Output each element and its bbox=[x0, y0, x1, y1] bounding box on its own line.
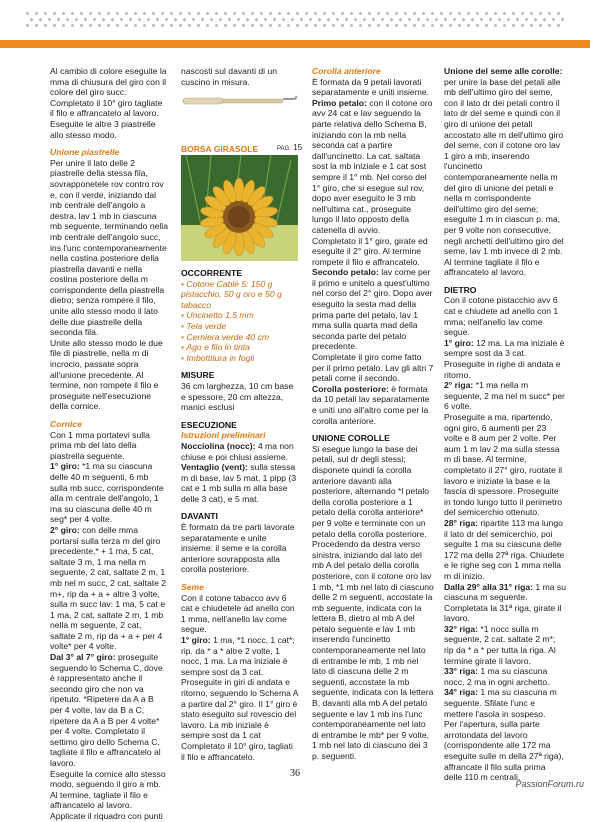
header-dot bbox=[318, 18, 321, 21]
section-heading-seme: Seme bbox=[181, 582, 204, 593]
list-item: • Cotone Cablè 5: 150 g pistacchio, 50 g oro e 50 g tabacco bbox=[181, 279, 299, 311]
header-dot bbox=[147, 18, 150, 21]
header-dot bbox=[431, 24, 434, 27]
header-dot bbox=[134, 24, 137, 27]
header-dot bbox=[377, 12, 380, 15]
header-dot bbox=[170, 12, 173, 15]
list-item: • Ago e filo in tinta bbox=[181, 342, 299, 353]
term-label: Nocciolina (nocc): bbox=[181, 440, 256, 451]
header-dot bbox=[462, 18, 465, 21]
project-title: BORSA GIRASOLE bbox=[181, 144, 259, 154]
term-text: 4 ma non chiuse e poi chiusi assieme. bbox=[181, 440, 294, 462]
header-dot bbox=[336, 18, 339, 21]
step-label: 2° giro: bbox=[50, 524, 80, 535]
paragraph bbox=[444, 380, 566, 412]
paragraph bbox=[444, 518, 566, 582]
step-label: Unione del seme alle corolle: bbox=[444, 66, 563, 76]
header-dot bbox=[453, 18, 456, 21]
header-dot bbox=[332, 24, 335, 27]
paragraph bbox=[444, 666, 566, 687]
header-dot bbox=[242, 12, 245, 15]
header-dot bbox=[93, 18, 96, 21]
paragraph bbox=[444, 338, 566, 359]
header-dot bbox=[246, 18, 249, 21]
step-text: *1 ma su ciascuna delle 40 m seguenti, 6 mb sulla mb succ, corrispondente alla m centrale dell'angolo, 1 ma su ciascuna delle 40 m seg* per 4 volte. bbox=[50, 461, 164, 525]
paragraph bbox=[181, 441, 299, 462]
header-dot bbox=[309, 18, 312, 21]
header-dot bbox=[368, 12, 371, 15]
header-dot bbox=[381, 18, 384, 21]
header-dot bbox=[539, 12, 542, 15]
header-dot bbox=[345, 18, 348, 21]
header-dot bbox=[233, 24, 236, 27]
section-heading-esecuzione: ESECUZIONE bbox=[181, 419, 237, 430]
header-dot bbox=[260, 12, 263, 15]
step-text: 1 ma su ciascuna nocc, 2 ma in ogni archetto. bbox=[444, 666, 550, 687]
header-dot bbox=[359, 12, 362, 15]
text-column-4 bbox=[444, 66, 566, 783]
header-dot bbox=[219, 18, 222, 21]
header-dot bbox=[485, 12, 488, 15]
header-dot bbox=[80, 24, 83, 27]
header-dot bbox=[134, 12, 137, 15]
header-dot bbox=[539, 24, 542, 27]
paragraph: 36 cm larghezza, 10 cm base e spessore, 20 cm altezza, manici esclusi bbox=[181, 380, 294, 413]
header-dot bbox=[183, 18, 186, 21]
header-dot bbox=[66, 18, 69, 21]
header-dot bbox=[341, 12, 344, 15]
list-item: • Tela verde bbox=[181, 321, 299, 332]
header-dot bbox=[197, 24, 200, 27]
header-dot bbox=[548, 24, 551, 27]
paragraph: Eseguite la cornice allo stesso modo, seguendo il giro a mb. Al termine, tagliate il filo e affrancatelo al lavoro. bbox=[50, 768, 166, 811]
header-dot bbox=[215, 24, 218, 27]
header-dot bbox=[206, 12, 209, 15]
header-dot bbox=[323, 12, 326, 15]
site-credit: PassionForum.ru bbox=[515, 779, 584, 789]
paragraph bbox=[312, 267, 434, 352]
step-label: 2° riga: bbox=[444, 380, 474, 391]
paragraph bbox=[444, 624, 566, 666]
header-dot bbox=[116, 12, 119, 15]
paragraph bbox=[50, 461, 168, 525]
header-dot bbox=[287, 24, 290, 27]
header-dot bbox=[548, 12, 551, 15]
header-dot bbox=[251, 24, 254, 27]
header-dot bbox=[390, 18, 393, 21]
header-dot bbox=[62, 12, 65, 15]
header-dot bbox=[201, 18, 204, 21]
step-label: 1° giro: bbox=[50, 461, 80, 472]
header-dot bbox=[161, 24, 164, 27]
header-dot bbox=[494, 24, 497, 27]
header-dot bbox=[561, 18, 564, 21]
header-dot bbox=[476, 12, 479, 15]
materials-list bbox=[181, 279, 299, 364]
header-dot bbox=[467, 12, 470, 15]
page-ref-number: 15 bbox=[293, 143, 303, 152]
header-dot bbox=[278, 12, 281, 15]
header-dot bbox=[435, 18, 438, 21]
header-dot bbox=[521, 24, 524, 27]
paragraph: Proseguite a ma, ripartendo, ogni giro, 6 aumenti per 23 volte e 8 aum per 2 volte. Per aum 1 m lav 2 ma sulla stessa m di base. Al termine, completato il 27° giro, ruotate il lavoro e iniziate la base e la fascia di spessore. Proseguite in tondo lungo tutto il perimetro del semicerchio ottenuto. bbox=[444, 412, 563, 518]
header-dot bbox=[305, 12, 308, 15]
header-dot bbox=[264, 18, 267, 21]
header-dot bbox=[543, 18, 546, 21]
step-label: 1° giro: bbox=[181, 635, 211, 645]
header-dot bbox=[354, 18, 357, 21]
header-dot bbox=[26, 12, 29, 15]
header-dot bbox=[260, 24, 263, 27]
paragraph: Procedendo da destra verso sinistra, iniziando dal lato del mb A del petalo della corolla posteriore, con il cotone oro lav 1 mb, *1 mb nel lato di ciascuno delle 2 m seguenti, accostate la mb seguente, indicata con la lettera B, dietro al mb A del petalo seguente e lav 1 mb inserendo l'uncinetto contemporaneamente nel lato di entrambe le mb, 1 mb nel lato di ciascuna delle 2 m seguenti, accostate la mb seguente, indicata con la lettera B, davanti alla mb A del petalo seguente e lav 1 mb ins l'unc contemporaneamente nel lato di entrambe le mb* per 9 volte, 1 mb nel lato di ciascuno dei 3 p. seguenti. bbox=[312, 539, 434, 761]
header-dot bbox=[368, 24, 371, 27]
header-dot bbox=[471, 18, 474, 21]
step-text: 1 ma su ciascuna m seguente. Sfilate l'unc e mettere l'asola in sospeso. bbox=[444, 687, 557, 719]
step-label: 28° riga: bbox=[444, 517, 479, 528]
orange-header-bar bbox=[0, 40, 590, 48]
header-dot bbox=[273, 18, 276, 21]
step-label: 32° riga: bbox=[444, 623, 479, 634]
header-dot bbox=[107, 12, 110, 15]
paragraph bbox=[444, 66, 566, 278]
header-dot bbox=[116, 24, 119, 27]
header-dot bbox=[552, 18, 555, 21]
header-dot bbox=[534, 18, 537, 21]
header-dot bbox=[363, 18, 366, 21]
header-dot bbox=[422, 12, 425, 15]
section-heading-cornice: Cornice bbox=[50, 419, 82, 429]
header-dot bbox=[512, 24, 515, 27]
section-heading-davanti: DAVANTI bbox=[181, 511, 218, 522]
header-dot bbox=[521, 12, 524, 15]
header-dot bbox=[35, 12, 38, 15]
header-dot bbox=[165, 18, 168, 21]
header-dot bbox=[215, 12, 218, 15]
header-dot bbox=[161, 12, 164, 15]
paragraph: Con il cotone pistacchio avv 6 cat e chiudete ad anello con 1 mma; nell'anello lav come segue. bbox=[444, 295, 559, 338]
step-label: Secondo petalo: bbox=[312, 267, 379, 278]
header-dot bbox=[156, 18, 159, 21]
text-column-2 bbox=[181, 268, 299, 762]
paragraph: Applicate il riquadro con punti bbox=[50, 810, 163, 821]
header-dot bbox=[296, 24, 299, 27]
section-heading-corolla-anteriore: Corolla anteriore bbox=[312, 66, 381, 76]
page-ref-label: PAG. bbox=[277, 146, 291, 152]
header-dot bbox=[53, 24, 56, 27]
list-item: • Cerniera verde 40 cm bbox=[181, 332, 299, 343]
header-dot bbox=[152, 24, 155, 27]
header-dot bbox=[251, 12, 254, 15]
header-dot bbox=[417, 18, 420, 21]
header-dot bbox=[30, 18, 33, 21]
page-reference bbox=[277, 143, 302, 152]
paragraph bbox=[181, 635, 299, 677]
paragraph bbox=[181, 462, 299, 504]
list-item: • Uncinetto 1,5 mm bbox=[181, 310, 299, 321]
header-dot bbox=[485, 24, 488, 27]
header-dot bbox=[278, 24, 281, 27]
header-dot bbox=[300, 18, 303, 21]
paragraph bbox=[50, 652, 168, 769]
sunflower-bag-photo bbox=[181, 155, 298, 261]
header-dot bbox=[48, 18, 51, 21]
header-dot bbox=[323, 24, 326, 27]
header-dot bbox=[503, 24, 506, 27]
header-dot bbox=[314, 24, 317, 27]
header-dot bbox=[129, 18, 132, 21]
section-heading-unione-corolle: UNIONE COROLLE bbox=[312, 433, 390, 444]
header-dot bbox=[255, 18, 258, 21]
header-dot bbox=[143, 24, 146, 27]
header-dot-pattern bbox=[26, 12, 566, 30]
step-label: Primo petalo: bbox=[312, 97, 367, 108]
header-dot bbox=[192, 18, 195, 21]
step-label: 1° giro: bbox=[444, 337, 474, 348]
paragraph: Con il cotone tabacco avv 6 cat e chiudetele ad anello con 1 mma, nell'anello lav come segue. bbox=[181, 592, 295, 635]
paragraph: Proseguite in righe di andata e ritorno. bbox=[444, 359, 561, 380]
header-dot bbox=[413, 12, 416, 15]
header-dot bbox=[291, 18, 294, 21]
header-dot bbox=[44, 12, 47, 15]
header-dot bbox=[341, 24, 344, 27]
header-dot bbox=[557, 24, 560, 27]
header-dot bbox=[314, 12, 317, 15]
paragraph bbox=[312, 384, 434, 426]
header-dot bbox=[174, 18, 177, 21]
header-dot bbox=[449, 12, 452, 15]
header-dot bbox=[444, 18, 447, 21]
header-dot bbox=[305, 24, 308, 27]
header-dot bbox=[282, 18, 285, 21]
header-dot bbox=[404, 12, 407, 15]
step-text: 12 ma. La ma iniziale è sempre sost da 3 cat. bbox=[444, 337, 565, 359]
header-dot bbox=[426, 18, 429, 21]
header-dot bbox=[458, 24, 461, 27]
header-dot bbox=[350, 12, 353, 15]
term-label: Ventaglio (vent): bbox=[181, 462, 248, 473]
header-dot bbox=[399, 18, 402, 21]
text-column-1 bbox=[50, 66, 168, 822]
step-text: proseguite seguendo lo Schema C, dove è rappresentato anche il secondo giro che non va ripetuto. *Ripetere da A a B per 4 volte, lav da B a C, ripetere da A a B per 4 volte* per 4 volte. Completato il settimo giro dello Schema C, tagliate il filo e affrancatelo al lavoro. bbox=[50, 652, 163, 768]
header-dot bbox=[125, 12, 128, 15]
header-dot bbox=[188, 12, 191, 15]
header-dot bbox=[489, 18, 492, 21]
paragraph: Completato il 1° giro, girate ed eseguite il 2° giro. Al termine rompete il filo e affrancatelo. bbox=[312, 235, 428, 267]
header-dot bbox=[125, 24, 128, 27]
paragraph: Completate il giro come fatto per il primo petalo. Lav gli altri 7 petali come il secondo. bbox=[312, 352, 434, 384]
step-text: ripartite 113 ma lungo il lato dr del semicerchio, poi seguite 1 ma su ciascuna delle 172 ma della 27ª riga. Chiudete e le righe seg con 1 mma nella m di inizio. bbox=[444, 517, 565, 581]
list-item: • Imbottitura in fogli bbox=[181, 353, 299, 364]
paragraph: Eseguite le altre 3 piastrelle allo stesso modo. bbox=[50, 118, 156, 140]
step-text: *1 ma nella m seguente, 2 ma nel m succ* per 6 volte. bbox=[444, 380, 565, 412]
header-dot bbox=[179, 12, 182, 15]
header-dot bbox=[359, 24, 362, 27]
step-text: con delle mma portarsi sulla terza m del giro precedente,* + 1 ma, 5 cat, saltate 3 m, 1 ma nella m seguente, 2 cat, saltate 2 m, 1 mb nel m succ, 2 cat, saltate 2 m+, rip da + a + altre 3 volte, sulla m succ lav: 1 ma, 5 cat e 1 ma, 2 cat, saltate 2 m, 1 mb nella m seguente, 2 cat, saltate 2 m, rip da + a + per 4 volte* per 4 volte. bbox=[50, 524, 167, 652]
header-dot bbox=[237, 18, 240, 21]
header-dot bbox=[233, 12, 236, 15]
header-dot bbox=[224, 12, 227, 15]
paragraph: Unite allo stesso modo le due file di piastrelle, nella m di incrocio, passate sopra all'unione precedente. Al termine, non rompete il filo e proseguite nell'esecuzione della cornice. bbox=[50, 337, 163, 412]
header-dot bbox=[480, 18, 483, 21]
header-dot bbox=[224, 24, 227, 27]
header-dot bbox=[516, 18, 519, 21]
header-dot bbox=[372, 18, 375, 21]
paragraph: Proseguite in giri di andata e ritorno, seguendo lo Schema A a partire dal 2° giro. Il 1° giro è stato eseguito sul rovescio del lavoro. La mb iniziale è sempre sost da 1 cat Completato il 10° giro, tagliati il filo e affrancatelo. bbox=[181, 677, 299, 762]
header-dot bbox=[458, 12, 461, 15]
text-column-3 bbox=[312, 66, 434, 762]
header-dot bbox=[377, 24, 380, 27]
paragraph: Per l'apertura, sulla parte arrotondata del lavoro (corrispondente alle 172 ma eseguite sulle m della 27ª riga), affrancate il filo sulla prima delle 110 m centrali, bbox=[444, 719, 564, 783]
header-dot bbox=[35, 24, 38, 27]
header-dot bbox=[89, 24, 92, 27]
header-dot bbox=[498, 18, 501, 21]
header-dot bbox=[449, 24, 452, 27]
step-text: *1 nocc sulla m seguente, 2 cat, saltate 2 m*; rip da * a * per tutta la riga. Al termine girate il lavoro. bbox=[444, 623, 556, 666]
step-text: è formata da 10 petali lav separatamente e uniti uno all'altro come per la corolla anteriore. bbox=[312, 383, 430, 426]
header-dot bbox=[395, 24, 398, 27]
header-dot bbox=[102, 18, 105, 21]
header-dot bbox=[422, 24, 425, 27]
header-dot bbox=[467, 24, 470, 27]
header-dot bbox=[408, 18, 411, 21]
section-heading-dietro: DIETRO bbox=[444, 284, 477, 295]
header-dot bbox=[71, 12, 74, 15]
header-dot bbox=[413, 24, 416, 27]
paragraph: Si esegue lungo la base dei petali, sul dr degli stessi; disponete quindi la corolla anteriore davanti alla posteriore, alternando *l petalo della corolla posteriore a 1 petalo della corolla anteriore* per 9 volte e terminate con un petalo della corolla posteriore. bbox=[312, 443, 430, 539]
header-dot bbox=[350, 24, 353, 27]
header-dot bbox=[269, 12, 272, 15]
header-dot bbox=[152, 12, 155, 15]
header-dot bbox=[44, 24, 47, 27]
header-dot bbox=[120, 18, 123, 21]
header-dot bbox=[386, 12, 389, 15]
header-dot bbox=[327, 18, 330, 21]
header-dot bbox=[494, 12, 497, 15]
header-dot bbox=[228, 18, 231, 21]
paragraph: È formato da tre parti lavorate separatamente e unite insieme: il seme e la corolla anteriore sovrapposta alla corolla posteriore. bbox=[181, 522, 295, 575]
step-text: 1 ma, *1 nocc, 1 cat*; rip. da * a * altre 2 volte, 1 nocc, 1 ma. La ma iniziale è sempre sost da 3 cat. bbox=[181, 635, 295, 677]
header-dot bbox=[242, 24, 245, 27]
header-dot bbox=[512, 12, 515, 15]
step-label: 33° riga: bbox=[444, 666, 479, 677]
step-label: Dalla 29° alla 31° riga: bbox=[444, 581, 534, 592]
section-heading-misure: MISURE bbox=[181, 370, 215, 381]
text-column-2-top bbox=[181, 66, 299, 87]
paragraph: È formata da 9 petali lavorati separatamente e uniti insieme. bbox=[312, 76, 430, 98]
header-dot bbox=[287, 12, 290, 15]
header-dot bbox=[98, 12, 101, 15]
header-dot bbox=[440, 12, 443, 15]
header-dot bbox=[557, 12, 560, 15]
header-dot bbox=[440, 24, 443, 27]
header-dot bbox=[57, 18, 60, 21]
paragraph: Con 1 mma portatevi sulla prima mb del lato della piastrella seguente. bbox=[50, 429, 150, 461]
header-dot bbox=[53, 12, 56, 15]
header-dot bbox=[507, 18, 510, 21]
header-dot bbox=[98, 24, 101, 27]
term-text: sulla stessa m di base, lav 5 mat, 1 pipp (3 cat e 1 mb sulla m alla base delle 3 cat), e 5 mat. bbox=[181, 462, 297, 504]
header-dot bbox=[476, 24, 479, 27]
header-dot bbox=[525, 18, 528, 21]
step-text: lav come per il primo e unitelo a quest'ultimo nel corso del 2° giro. Dopo aver eseguito la sesta mad della prima parte del petalo, lav 1 mma sulla quarta mad della seconda parte del petalo precedente. bbox=[312, 267, 433, 352]
subheading-istruzioni: Istruzioni preliminari bbox=[181, 430, 266, 441]
paragraph: Al cambio di colore eseguite la mma di chiusura del giro con il colore del giro succ. Completato il 10° giro tagliate il filo e affrancatelo al lavoro. bbox=[50, 66, 167, 119]
header-dot bbox=[26, 24, 29, 27]
paragraph: nascosti sul davanti di un cuscino in misura. bbox=[181, 66, 278, 87]
header-dot bbox=[269, 24, 272, 27]
step-label: Dal 3° al 7° giro: bbox=[50, 652, 116, 663]
step-label: 34° riga: bbox=[444, 687, 479, 698]
header-dot bbox=[84, 18, 87, 21]
header-dot bbox=[80, 12, 83, 15]
paragraph bbox=[50, 525, 168, 652]
header-dot bbox=[431, 12, 434, 15]
header-dot bbox=[89, 12, 92, 15]
header-dot bbox=[386, 24, 389, 27]
header-dot bbox=[530, 24, 533, 27]
header-dot bbox=[332, 12, 335, 15]
header-dot bbox=[296, 12, 299, 15]
header-dot bbox=[143, 12, 146, 15]
header-dot bbox=[170, 24, 173, 27]
header-dot bbox=[138, 18, 141, 21]
page-number: 36 bbox=[290, 768, 300, 779]
header-dot bbox=[179, 24, 182, 27]
paragraph bbox=[444, 687, 566, 719]
section-heading-occorrente: OCCORRENTE bbox=[181, 268, 243, 278]
header-dot bbox=[107, 24, 110, 27]
header-dot bbox=[111, 18, 114, 21]
step-text: con il cotone oro avv 24 cat e lav seguendo la parte relativa dello Schema B, iniziando con la mb nella seconda cat a partire dall'uncinetto. La cat. saltata sost la mb iniziale e 1 cat sost sempre il 1° mb. Nel corso del 1° giro, che si esegue sul rov, dopo aver eseguito le 3 mb nell'ultima cat., proseguite lungo il lato opposto della catenella di avvio. bbox=[312, 97, 433, 235]
header-dot bbox=[503, 12, 506, 15]
step-text: per unire la base del petali alle mb dell'ultimo giro del seme, con il lato dr dei petali contro il lato dr del seme e quindi con il giro di unione dei petali accostato alle m dell'ultimo giro del seme, con il cotone oro lav 1 giro a mb, inserendo l'uncinetto contemporaneamente nella m del giro di unione dei petali e nella m corrispondente dell'ultimo giro del seme; eseguite 1 m in ciascun p. ma, per 9 volte non consecutive, negli archetti dell'ultimo giro del seme, lav 1 mb invece di 2 mb. Al termine tagliate il filo e affrancatelo al lavoro. bbox=[444, 76, 564, 278]
header-dot bbox=[75, 18, 78, 21]
section-heading-unione-piastrelle: Unione piastrelle bbox=[50, 147, 120, 158]
crochet-hook-image bbox=[181, 86, 299, 114]
header-dot bbox=[71, 24, 74, 27]
header-dot bbox=[188, 24, 191, 27]
header-dot bbox=[197, 12, 200, 15]
header-dot bbox=[404, 24, 407, 27]
header-dot bbox=[210, 18, 213, 21]
header-dot bbox=[39, 18, 42, 21]
header-dot bbox=[206, 24, 209, 27]
header-dot bbox=[395, 12, 398, 15]
paragraph bbox=[444, 582, 566, 624]
header-dot bbox=[62, 24, 65, 27]
paragraph: Per unire il lato delle 2 piastrelle della stessa fila, sovrapponetele rov contro rov e, con il verde, iniziando dal mb centrale dell'angolo a destra, lav 1 mb in ciascuna mb seguente, terminando nella mb centrale dell'angolo succ, ins l'unc contemporaneamente nella costina posteriore della piastrella davanti e nella costina posteriore della m corrispondente della piastrella dietro; senza rompere il filo, unite allo stesso modo il lato delle due piastrelle della seconda fila. bbox=[50, 157, 169, 338]
header-dot bbox=[530, 12, 533, 15]
step-text: 1 ma su ciascuna m seguente. Completata la 31ª riga, girate il lavoro. bbox=[444, 581, 567, 624]
paragraph bbox=[312, 98, 434, 236]
step-label: Corolla posteriore: bbox=[312, 383, 389, 394]
